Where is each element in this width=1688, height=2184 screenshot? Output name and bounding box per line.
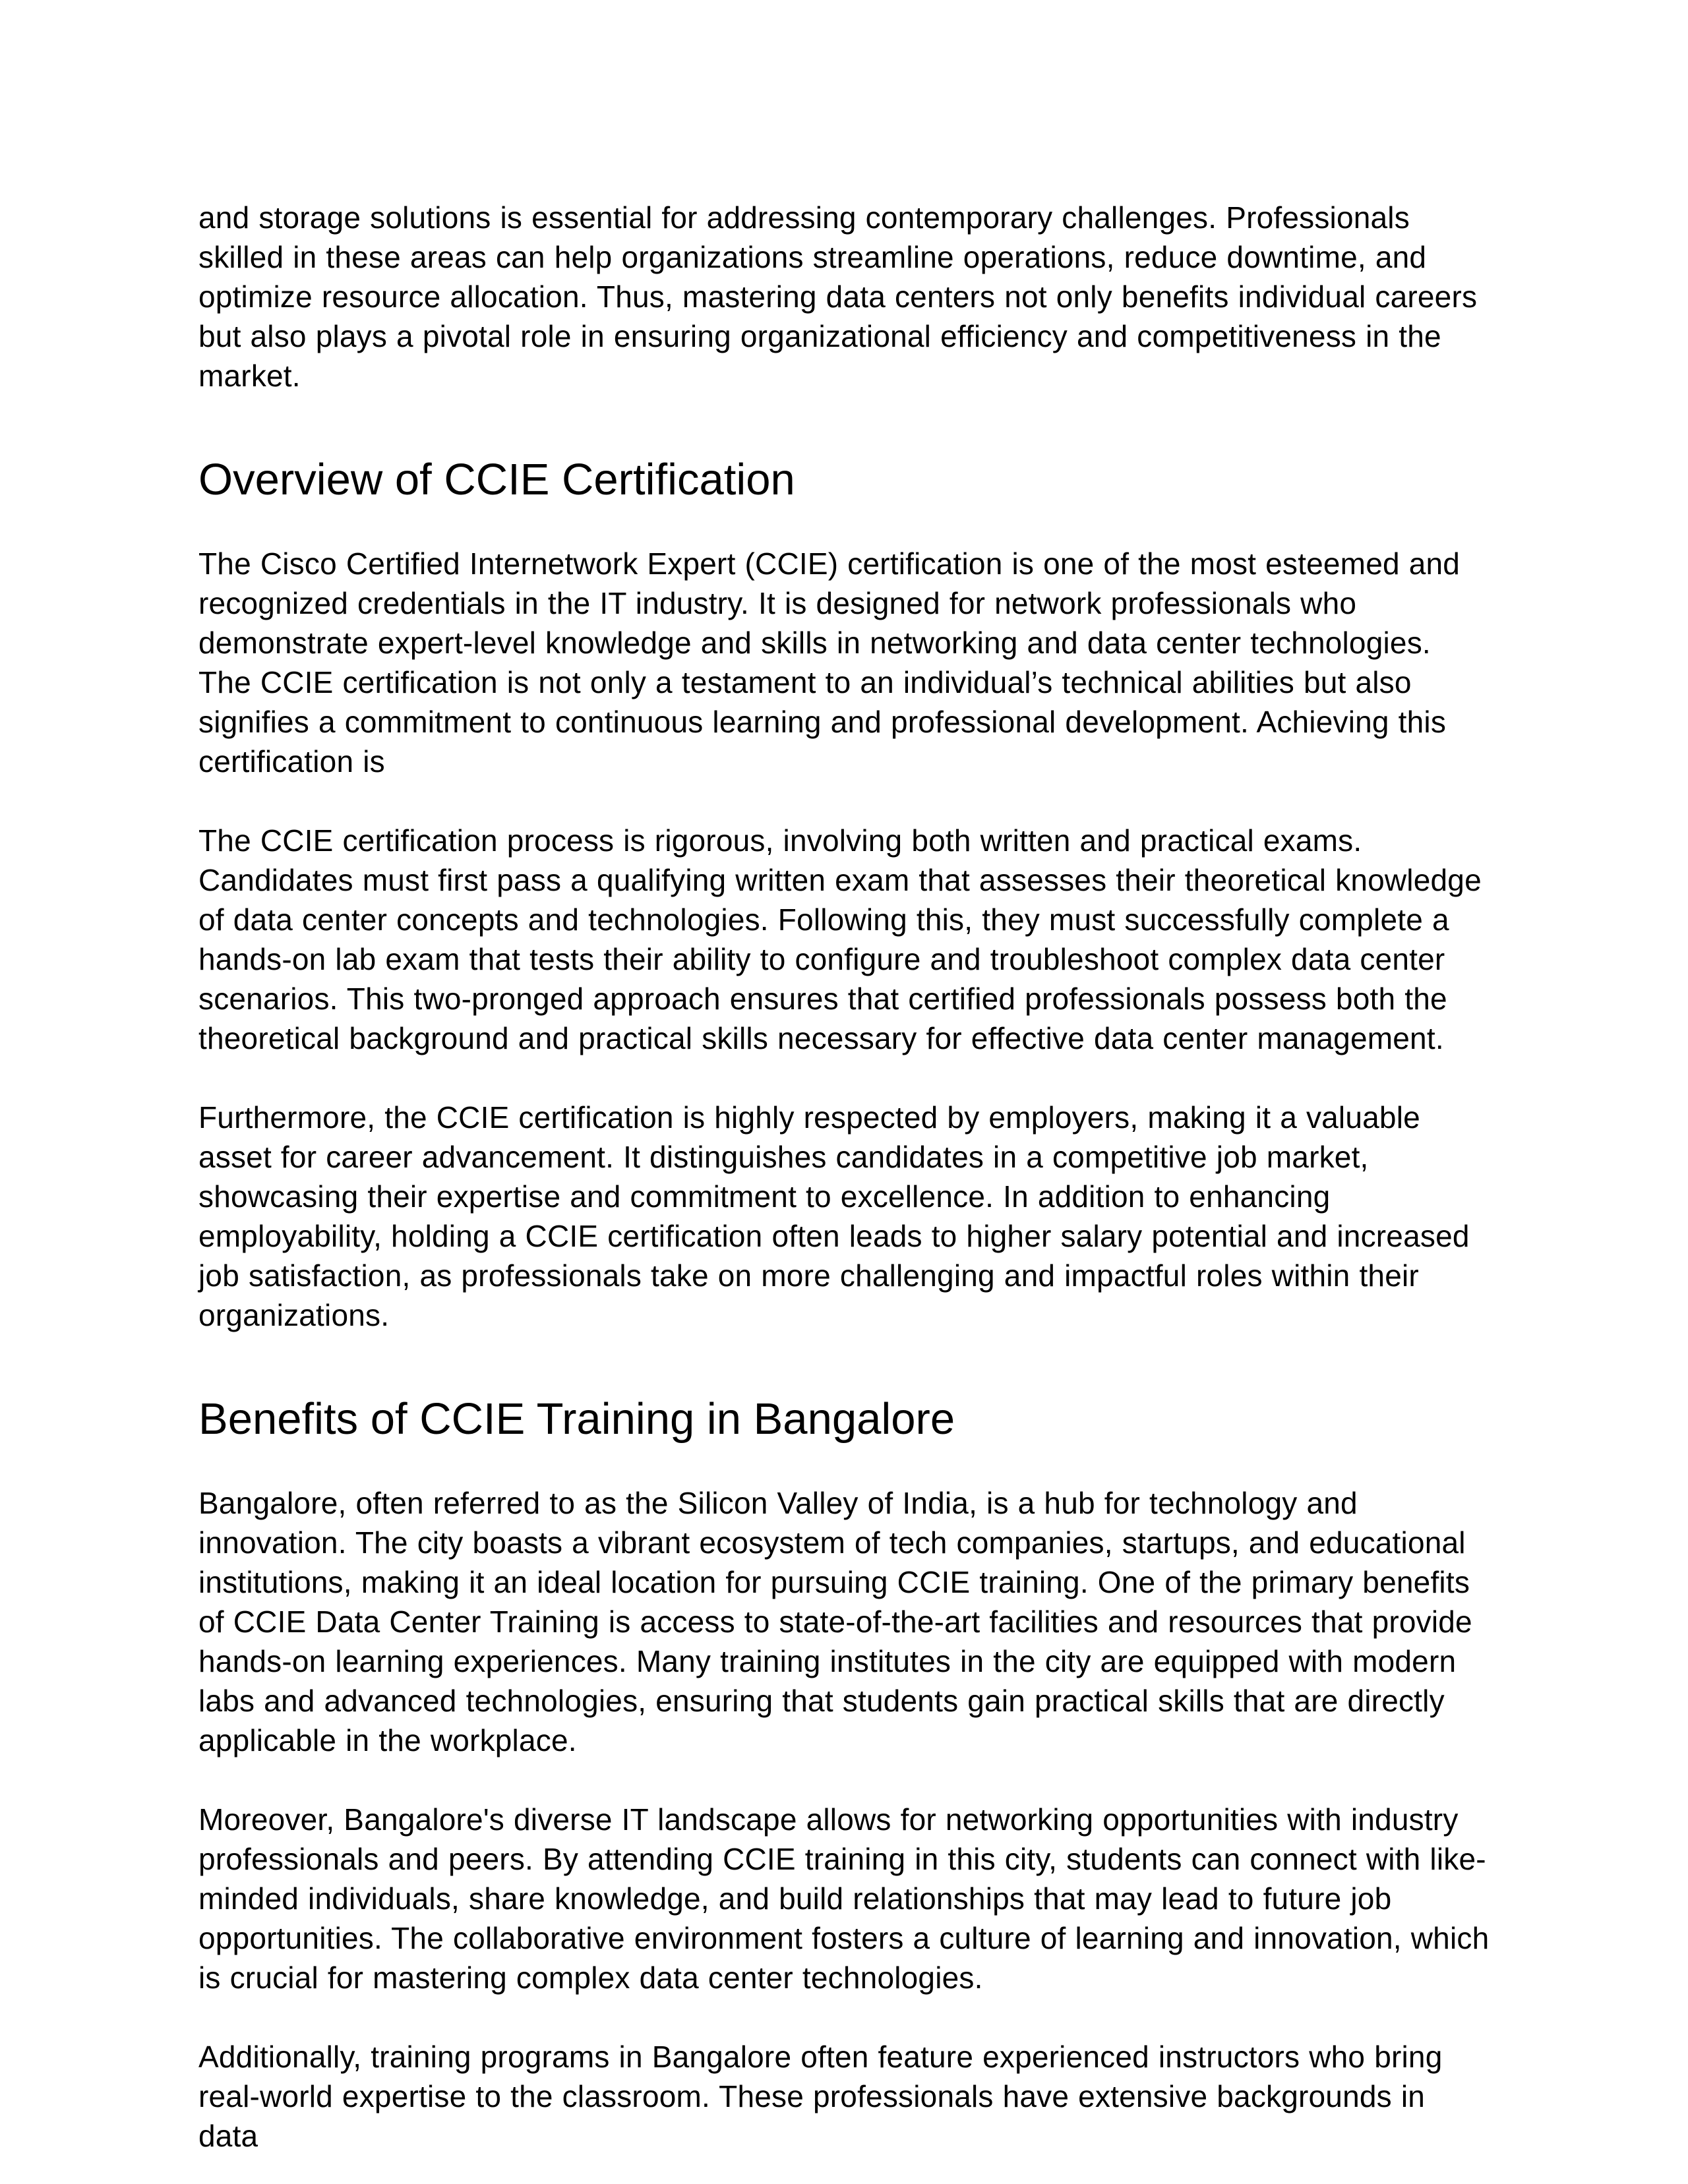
section-heading-overview-ccie-certification: Overview of CCIE Certification bbox=[198, 455, 795, 504]
paragraph-bangalore-instructors: Additionally, training programs in Bangalore often feature experienced instructors who bring real-world expertise to the classroom. These professionals have extensive backgrounds in data bbox=[198, 2040, 1443, 2153]
paragraph-bangalore-networking: Moreover, Bangalore's diverse IT landscape allows for networking opportunities with industry professionals and peers. By attending CCIE training in this city, students can connect with like-minded individuals, share knowledge, and build relationships that may lead to future job opportunities. The collaborative environment fosters a culture of learning and innovation, which is crucial for mastering complex data center technologies. bbox=[198, 1802, 1490, 1995]
paragraph-ccie-process: The CCIE certification process is rigorous, involving both written and practical exams. Candidates must first pass a qualifying written exam that assesses their theoretical knowledge of data center concepts and technologies. Following this, they must successfully complete a hands-on lab exam that tests their ability to configure and troubleshoot complex data center scenarios. This two-pronged approach ensures that certified professionals possess both the theoretical background and practical skills necessary for effective data center management. bbox=[198, 823, 1482, 1055]
paragraph-ccie-intro: The Cisco Certified Internetwork Expert (CCIE) certification is one of the most esteemed and recognized credentials in the IT industry. It is designed for network professionals who demonstrate expert-level knowledge and skills in networking and data center technologies. The CCIE certification is not only a testament to an individual’s technical abilities but also signifies a commitment to continuous learning and professional development. Achieving this certification is bbox=[198, 546, 1461, 779]
paragraph-bangalore-hub: Bangalore, often referred to as the Silicon Valley of India, is a hub for technology and innovation. The city boasts a vibrant ecosystem of tech companies, startups, and educational institutions, making it an ideal location for pursuing CCIE training. One of the primary benefits of CCIE Data Center Training is access to state-of-the-art facilities and resources that provide hands-on learning experiences. Many training institutes in the city are equipped with modern labs and advanced technologies, ensuring that students gain practical skills that are directly applicable in the workplace. bbox=[198, 1486, 1472, 1757]
paragraph-ccie-career-value: Furthermore, the CCIE certification is highly respected by employers, making it a valuable asset for career advancement. It distinguishes candidates in a competitive job market, showcasing their expertise and commitment to excellence. In addition to enhancing employability, holding a CCIE certification often leads to higher salary potential and increased job satisfaction, as professionals take on more challenging and impactful roles within their organizations. bbox=[198, 1100, 1470, 1332]
section-heading-benefits-bangalore: Benefits of CCIE Training in Bangalore bbox=[198, 1394, 955, 1444]
paragraph-data-centers-importance: and storage solutions is essential for addressing contemporary challenges. Professionals skilled in these areas can help organizations streamline operations, reduce downtime, and optimize resource allocation. Thus, mastering data centers not only benefits individual careers but also plays a pivotal role in ensuring organizational efficiency and competitiveness in the market. bbox=[198, 200, 1478, 393]
